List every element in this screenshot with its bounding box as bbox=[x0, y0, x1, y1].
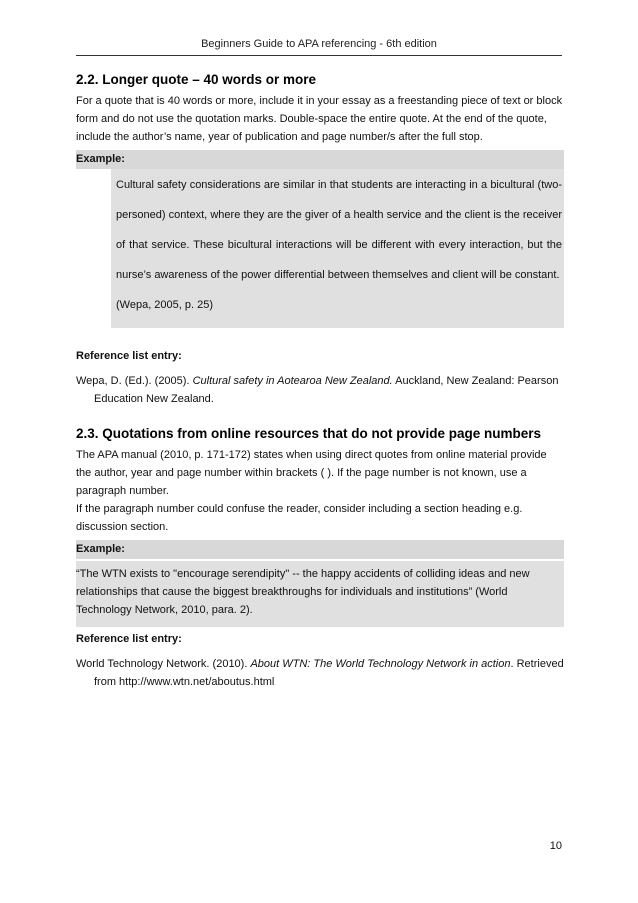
section-2-2-intro: For a quote that is 40 words or more, include it in your essay as a freestanding piece of text or block form and do not use the quotation marks. Double-space the entire quote. At the end of the quote, include the author’s name, year of publication and page number/s after the full stop. bbox=[76, 95, 563, 143]
section-2-3-example-label: Example: bbox=[76, 540, 564, 559]
section-2-3-intro-2: If the paragraph number could confuse the reader, consider including a section heading e.g. discussion section. bbox=[76, 503, 523, 533]
section-2-2-example-label: Example: bbox=[76, 150, 564, 169]
block-quote-citation: (Wepa, 2005, p. 25) bbox=[116, 299, 214, 311]
reference-title: Cultural safety in Aotearoa New Zealand. bbox=[192, 375, 393, 387]
reference-author-date: Wepa, D. (Ed.). (2005). bbox=[76, 375, 193, 387]
section-2-3-heading: 2.3. Quotations from online resources that do not provide page numbers bbox=[76, 426, 542, 441]
section-2-3-reference-label: Reference list entry: bbox=[76, 633, 182, 645]
reference-retrieval: . Retrieved from http://www.wtn.net/aboutus.html bbox=[94, 658, 564, 688]
section-2-2-reference-entry bbox=[76, 372, 564, 408]
reference-author-date: World Technology Network. (2010). bbox=[76, 658, 251, 670]
section-2-3-example-quote: “The WTN exists to "encourage serendipity" -- the happy accidents of colliding ideas and new relationships that cause the biggest breakthroughs for individuals and institutions” (World Technology Network, 2010, para. 2). bbox=[76, 561, 564, 627]
block-quote bbox=[111, 169, 564, 328]
reference-title: About WTN: The World Technology Network in action bbox=[250, 658, 511, 670]
section-2-2-heading: 2.2. Longer quote – 40 words or more bbox=[76, 72, 317, 87]
page-number: 10 bbox=[549, 840, 562, 852]
page-content bbox=[76, 72, 564, 691]
section-2-3-intro-1: The APA manual (2010, p. 171-172) states when using direct quotes from online material provide the author, year and page number within brackets ( ). If the page number is not known, use a paragraph number. bbox=[76, 449, 547, 497]
block-quote-container bbox=[76, 169, 564, 328]
section-2-2-reference-label: Reference list entry: bbox=[76, 350, 182, 362]
running-header: Beginners Guide to APA referencing - 6th edition bbox=[201, 38, 437, 50]
block-quote-text: Cultural safety considerations are similar in that students are interacting in a bicultural (two-personed) context, where they are the giver of a health service and the client is the receiver of that service. These bicultural interactions will be different with every interaction, but the nurse’s awareness of the power differential between themselves and client will be constant. bbox=[116, 179, 562, 281]
section-2-3-reference-entry bbox=[76, 655, 564, 691]
block-quote-indent bbox=[76, 169, 111, 328]
header-divider bbox=[76, 55, 562, 56]
reference-publisher: Auckland, New Zealand: Pearson Education New Zealand. bbox=[94, 375, 559, 405]
